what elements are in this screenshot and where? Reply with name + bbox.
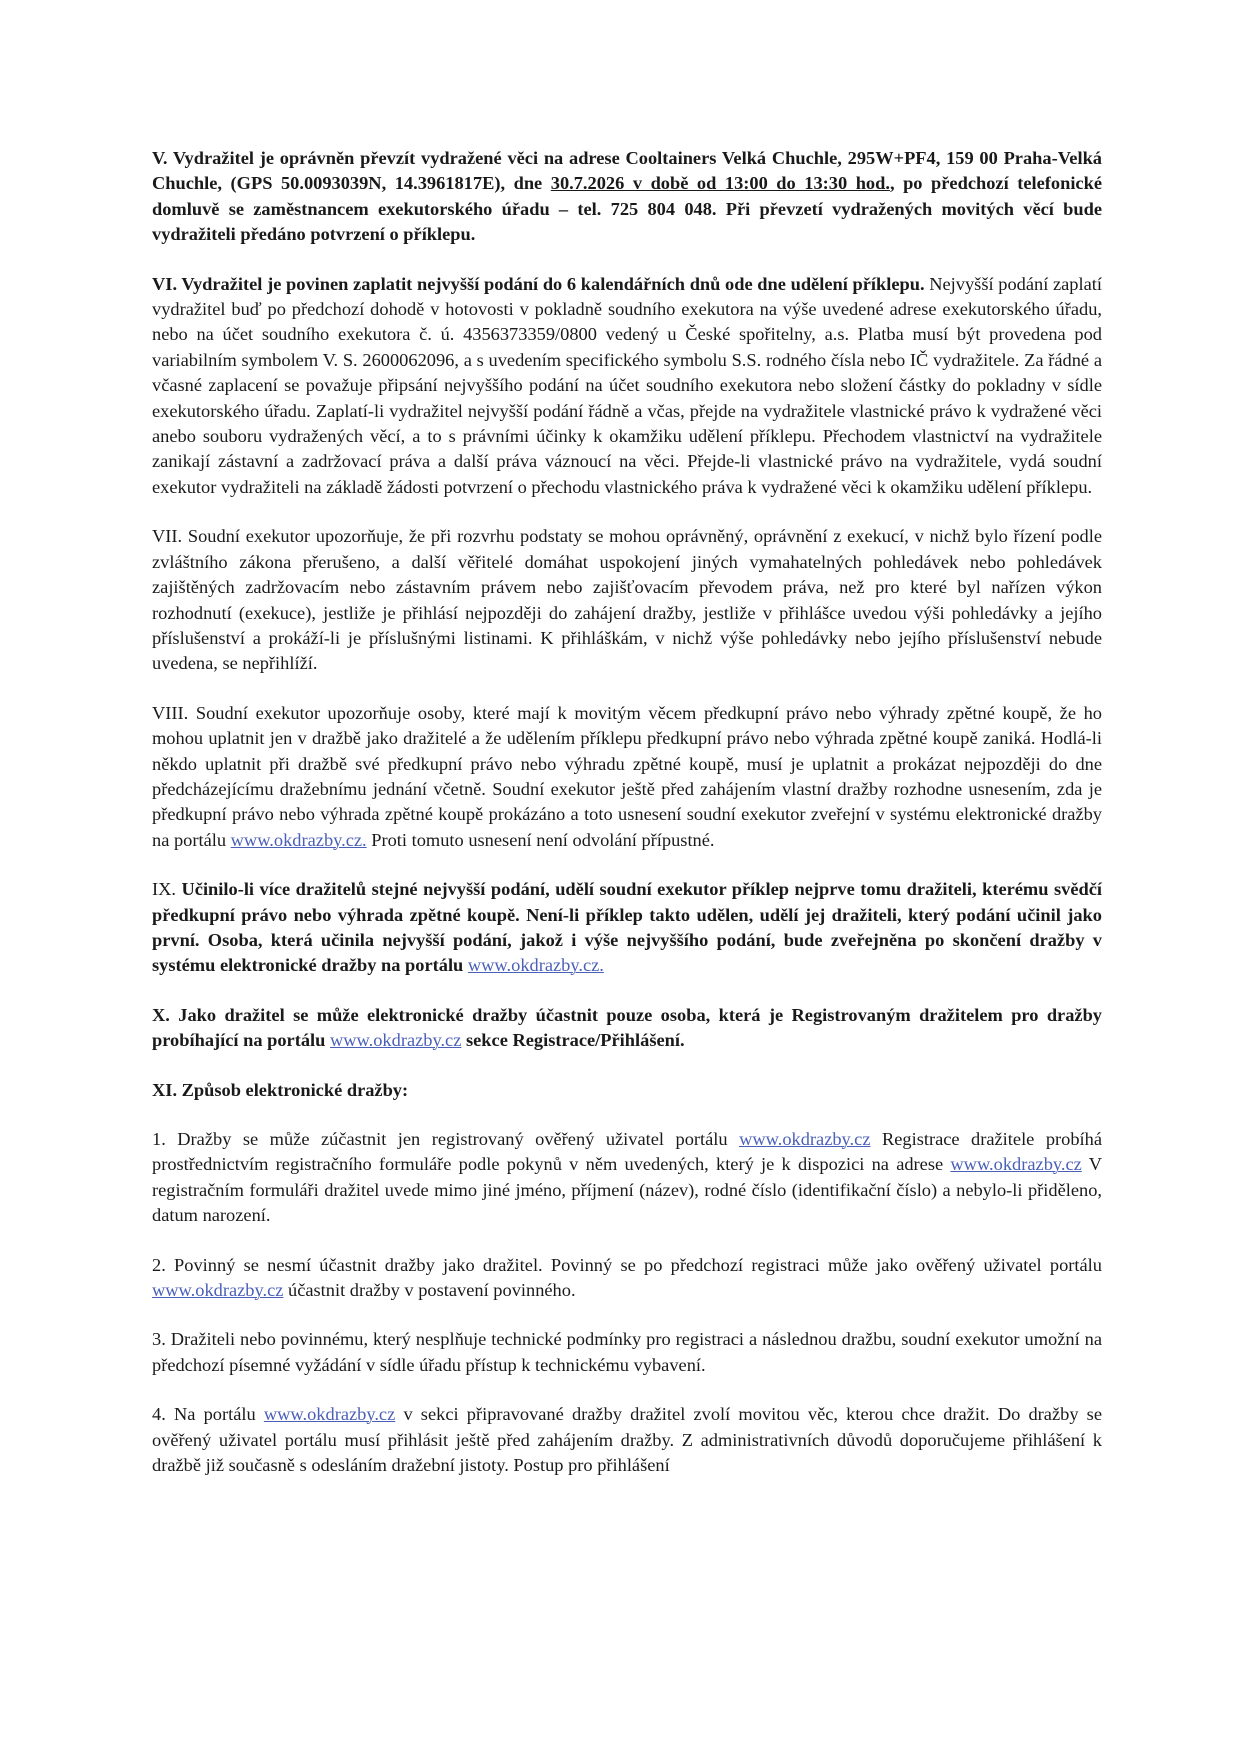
section-vii: VII. Soudní exekutor upozorňuje, že při rozvrhu podstaty se mohou oprávněný, oprávnění z exekucí, v nichž bylo řízení podle zvláštního zákona přerušeno, a další věřitelé domáhat uspokojení jiných vymahatelných pohledávek nebo pohledávek zajištěných zadržovacím nebo zástavním právem nebo zajišťovacím převodem práva, než pro které byl nařízen výkon rozhodnutí (exekuce), jestliže je přihlásí nejpozději do zahájení dražby, jestliže v přihlášce uvedou výši pohledávky a jejího příslušenství a prokáží-li je příslušnými listinami. K přihláškám, v nichž výše pohledávky nebo jejího příslušenství nebude uvedena, se nepřihlíží. [152, 526, 1102, 674]
item-4-text-end: v sekci připravované dražby dražitel zvolí movitou věc, kterou chce dražit. Do dražby se ověřený uživatel portálu musí přihlásit ještě před zahájením dražby. Z administrativních důvodů doporučujeme přihlášení k dražbě již současně s odesláním dražební jistoty. Postup pro přihlášení [152, 1404, 1103, 1476]
item-2-text: 2. Povinný se nesmí účastnit dražby jako dražitel. Povinný se po předchozí registraci může jako ověřený uživatel portálu [152, 1254, 1102, 1275]
section-viii-text: VIII. Soudní exekutor upozorňuje osoby, které mají k movitým věcem předkupní právo nebo výhrady zpětné koupě, že ho mohou uplatnit jen v dražbě jako dražitelé a že udělením příklepu předkupní právo nebo výhrada zpětné koupě zaniká. Hodlá-li někdo uplatnit při dražbě své předkupní právo nebo výhradu zpětné koupě, musí je uplatnit a prokázat nejpozději do dne předcházejícímu dražebnímu jednání včetně. Soudní exekutor ještě před zahájením vlastní dražby rozhodne usnesením, zda je předkupní právo nebo výhrada zpětné koupě prokázáno a toto usnesení soudní exekutor zveřejní v systému elektronické dražby na portálu [152, 702, 1102, 850]
section-x [152, 1003, 1102, 1054]
section-ix-text: Učinilo-li více dražitelů stejné nejvyšší podání, udělí soudní exekutor příklep nejprve tomu dražiteli, kterému svědčí předkupní právo nebo výhrada zpětné koupě. Není-li příklep takto udělen, udělí jej dražiteli, který podání učinil jako první. Osoba, která učinila nejvyšší podání, jakož i výše nejvyššího podání, bude zveřejněna po skončení dražby v systému elektronické dražby na portálu [152, 879, 1102, 976]
item-2-text-end: účastnit dražby v postavení povinného. [283, 1280, 576, 1301]
item-1-text-mid: Registrace dražitele probíhá prostřednictvím registračního formuláře podle pokynů v něm uvedených, který je k dispozici na adrese [152, 1129, 1102, 1175]
section-v-text-end: , po předchozí telefonické domluvě se zaměstnancem exekutorského úřadu – tel. 725 804 048. Při převzetí vydražených movitých věcí bude vydražiteli předáno potvrzení o příklepu. [152, 173, 1102, 245]
okdrazby-link[interactable]: www.okdrazby.cz [950, 1154, 1082, 1175]
item-4-text: 4. Na portálu [152, 1404, 264, 1425]
okdrazby-link[interactable]: www.okdrazby.cz [739, 1129, 871, 1149]
okdrazby-link[interactable]: www.okdrazby.cz [152, 1280, 284, 1301]
okdrazby-link[interactable]: www.okdrazby.cz [263, 1404, 396, 1425]
section-ix [152, 877, 1102, 979]
section-viii [152, 701, 1102, 853]
section-v [152, 146, 1102, 248]
section-x-text-end: sekce Registrace/Přihlášení. [461, 1030, 685, 1051]
item-1-text: 1. Dražby se může zúčastnit jen registrovaný ověřený uživatel portálu [152, 1129, 740, 1149]
section-v-text: V. Vydražitel je oprávněn převzít vydražené věci na adrese Cooltainers Velká Chuchle, 295W+PF4, 159 00 Praha-Velká Chuchle, (GPS 50.0093039N, 14.3961817E), dne [152, 148, 1102, 194]
section-vi-heading: VI. Vydražitel je povinen zaplatit nejvyšší podání do 6 kalendářních dnů ode dne udělení příklepu. [152, 273, 925, 294]
section-vi-text: Nejvyšší podání zaplatí vydražitel buď po předchozí dohodě v hotovosti v pokladně soudního exekutora na výše uvedené adrese exekutorského úřadu, nebo na účet soudního exekutora č. ú. 4356373359/0800 vedený u České spořitelny, a.s. Platba musí být provedena pod variabilním symbolem V. S. 2600062096, a s uvedením specifického symbolu S.S. rodného čísla nebo IČ vydražitele. Za řádné a včasné zaplacení se považuje připsání nejvyššího podání na účet soudního exekutora nebo složení částky do pokladny v sídle exekutorského úřadu. Zaplatí-li vydražitel nejvyšší podání řádně a včas, přejde na vydražitele vlastnické právo k vydražené věci anebo souboru vydražených věcí, a to s právními účinky k okamžiku udělení příklepu. Přechodem vlastnictví na vydražitele zanikají zástavní a zadržovací práva a další práva váznoucí na věci. Přejde-li vlastnické právo na vydražitele, vydá soudní exekutor vydražiteli na základě žádosti potvrzení o přechodu vlastnického práva k vydražené věci k okamžiku udělení příklepu. [152, 273, 1102, 497]
section-viii-tail: Proti tomuto usnesení není odvolání přípustné. [366, 829, 715, 850]
section-xi-item-2 [152, 1253, 1102, 1304]
section-xi-heading: XI. Způsob elektronické dražby: [152, 1079, 409, 1100]
pickup-date: 30.7.2026 v době od 13:00 do 13:30 hod. [550, 173, 890, 194]
section-xi-item-1 [152, 1127, 1102, 1229]
section-xi-item-3: 3. Dražiteli nebo povinnému, který nesplňuje technické podmínky pro registraci a následnou dražbu, soudní exekutor umožní na předchozí písemné vyžádání v sídle úřadu přístup k technickému vybavení. [152, 1329, 1102, 1375]
okdrazby-link[interactable]: www.okdrazby.cz. [467, 955, 604, 976]
okdrazby-link[interactable]: www.okdrazby.cz. [230, 829, 367, 850]
item-1-text-end: V registračním formuláři dražitel uvede mimo jiné jméno, příjmení (název), rodné číslo (identifikační číslo) a nebylo-li přiděleno, datum narození. [152, 1154, 1102, 1226]
section-vi [152, 272, 1102, 501]
section-ix-number: IX. [152, 879, 182, 900]
section-xi-item-4 [152, 1402, 1102, 1478]
okdrazby-link[interactable]: www.okdrazby.cz [329, 1030, 462, 1051]
section-x-text: X. Jako dražitel se může elektronické dražby účastnit pouze osoba, která je Registrovaným dražitelem pro dražby probíhající na portálu [152, 1004, 1102, 1051]
